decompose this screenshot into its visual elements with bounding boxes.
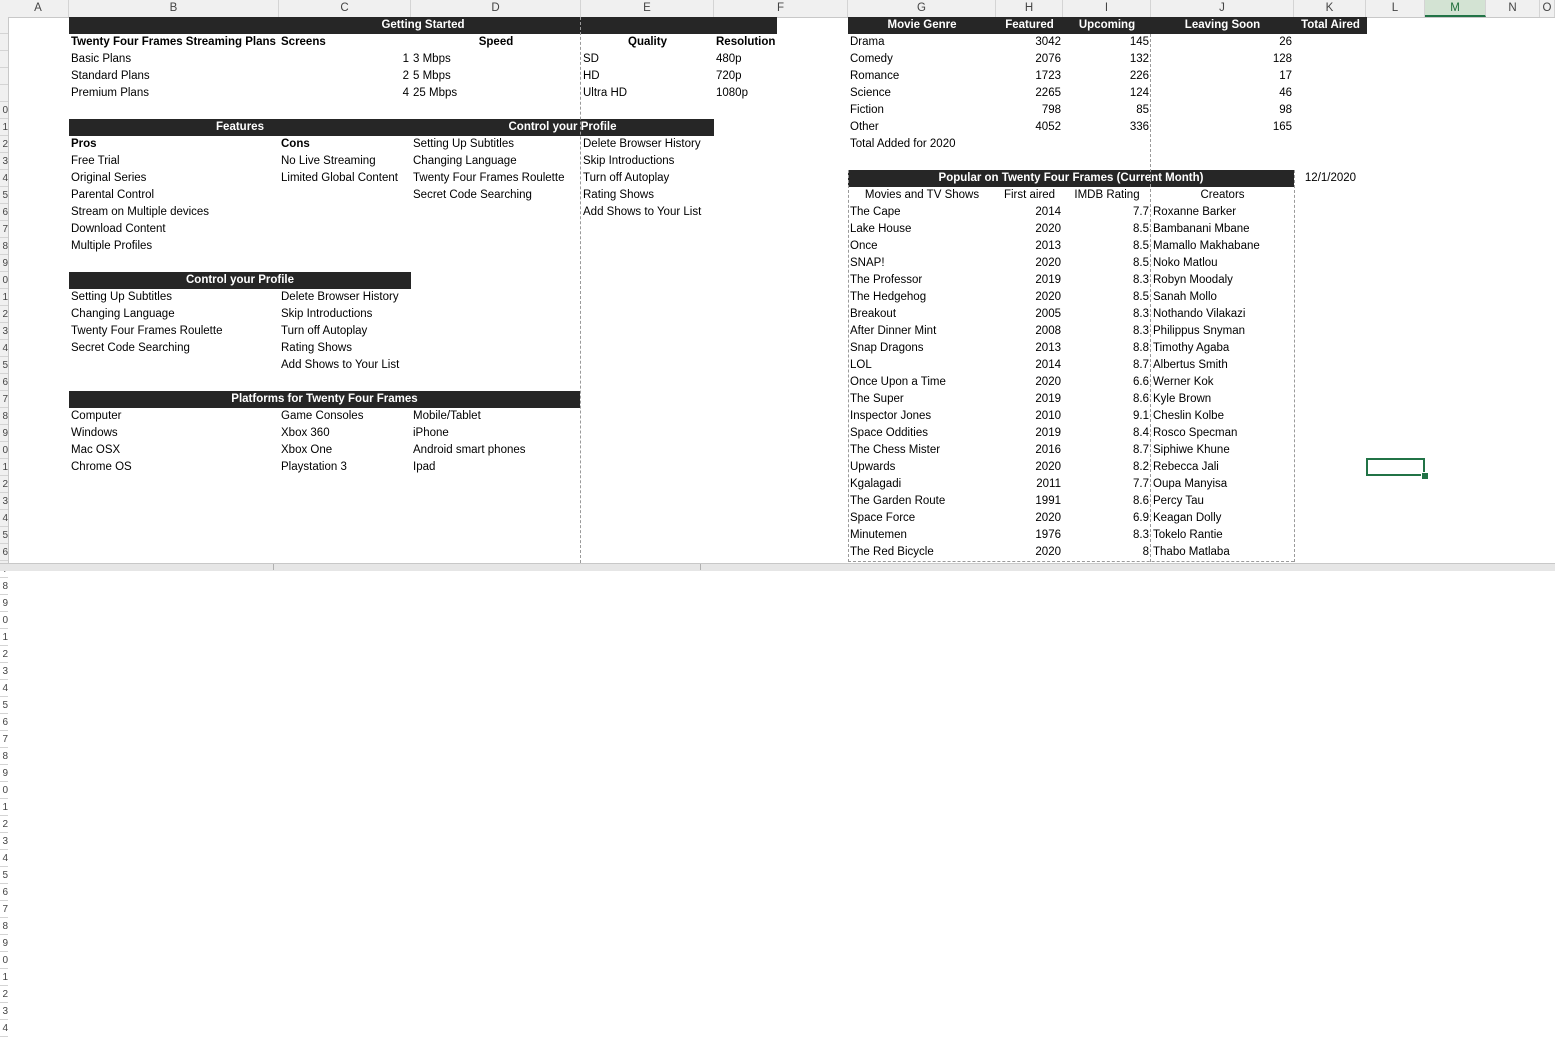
show-title-cell[interactable]: The Chess Mister: [850, 444, 941, 456]
column-header-b[interactable]: B: [69, 0, 279, 17]
imdb-rating-cell[interactable]: 8.2: [1133, 461, 1149, 473]
column-header-k[interactable]: K: [1294, 0, 1366, 17]
row-header[interactable]: 0: [0, 782, 8, 799]
control-option-item[interactable]: Turn off Autoplay: [281, 325, 368, 337]
creator-cell[interactable]: Noko Matlou: [1153, 257, 1218, 269]
first-aired-cell[interactable]: 2020: [1035, 257, 1061, 269]
first-aired-cell[interactable]: 2020: [1035, 223, 1061, 235]
control-option-item[interactable]: Twenty Four Frames Roulette: [71, 325, 223, 337]
row-header[interactable]: 9: [0, 425, 8, 442]
row-header[interactable]: 3: [0, 323, 8, 340]
control-option-item[interactable]: Delete Browser History: [281, 291, 399, 303]
popular-column-header[interactable]: IMDB Rating: [1074, 189, 1140, 201]
row-header[interactable]: 2: [0, 476, 8, 493]
speed-cell[interactable]: 25 Mbps: [413, 87, 458, 99]
first-aired-cell[interactable]: 2014: [1035, 359, 1061, 371]
pro-item[interactable]: Stream on Multiple devices: [71, 206, 210, 218]
creator-cell[interactable]: Werner Kok: [1153, 376, 1214, 388]
platform-item[interactable]: Computer: [71, 410, 122, 422]
imdb-rating-cell[interactable]: 6.9: [1133, 512, 1149, 524]
upcoming-count-cell[interactable]: 85: [1136, 104, 1149, 116]
show-title-cell[interactable]: Kgalagadi: [850, 478, 902, 490]
imdb-rating-cell[interactable]: 8.5: [1133, 257, 1149, 269]
show-title-cell[interactable]: Once Upon a Time: [850, 376, 946, 388]
first-aired-cell[interactable]: 2011: [1036, 478, 1061, 490]
row-header[interactable]: 3: [0, 833, 8, 850]
first-aired-cell[interactable]: 2008: [1035, 325, 1061, 337]
featured-count-cell[interactable]: 4052: [1035, 121, 1061, 133]
current-month-date[interactable]: 12/1/2020: [1304, 172, 1357, 184]
platform-item[interactable]: Android smart phones: [413, 444, 526, 456]
row-header[interactable]: 6: [0, 204, 8, 221]
first-aired-cell[interactable]: 2019: [1035, 393, 1061, 405]
features-title[interactable]: Features: [216, 121, 264, 133]
plans-column-header[interactable]: Speed: [478, 36, 514, 48]
creator-cell[interactable]: Percy Tau: [1153, 495, 1204, 507]
control-option-item[interactable]: Turn off Autoplay: [583, 172, 670, 184]
first-aired-cell[interactable]: 2020: [1035, 291, 1061, 303]
resolution-cell[interactable]: 480p: [716, 53, 742, 65]
imdb-rating-cell[interactable]: 8.7: [1133, 444, 1149, 456]
row-header[interactable]: 2: [0, 816, 8, 833]
show-title-cell[interactable]: Once: [850, 240, 878, 252]
show-title-cell[interactable]: Breakout: [850, 308, 897, 320]
row-header[interactable]: 1: [0, 289, 8, 306]
imdb-rating-cell[interactable]: 8.6: [1133, 495, 1149, 507]
creator-cell[interactable]: Kyle Brown: [1153, 393, 1212, 405]
first-aired-cell[interactable]: 2005: [1035, 308, 1061, 320]
plans-column-header[interactable]: Twenty Four Frames Streaming Plans: [71, 36, 276, 48]
platform-item[interactable]: Game Consoles: [281, 410, 364, 422]
leaving-soon-cell[interactable]: 128: [1272, 53, 1292, 65]
control-option-item[interactable]: Add Shows to Your List: [281, 359, 400, 371]
row-header[interactable]: 4: [0, 340, 8, 357]
row-header[interactable]: 7: [0, 901, 8, 918]
row-header[interactable]: 8: [0, 238, 8, 255]
imdb-rating-cell[interactable]: 8.3: [1133, 308, 1149, 320]
first-aired-cell[interactable]: 2020: [1035, 376, 1061, 388]
creator-cell[interactable]: Tokelo Rantie: [1153, 529, 1223, 541]
resolution-cell[interactable]: 1080p: [716, 87, 748, 99]
imdb-rating-cell[interactable]: 8.5: [1133, 240, 1149, 252]
first-aired-cell[interactable]: 1976: [1035, 529, 1061, 541]
leaving-soon-cell[interactable]: 98: [1279, 104, 1292, 116]
row-header[interactable]: 8: [0, 408, 8, 425]
speed-cell[interactable]: 3 Mbps: [413, 53, 451, 65]
first-aired-cell[interactable]: 2010: [1035, 410, 1061, 422]
control-option-item[interactable]: Add Shows to Your List: [583, 206, 702, 218]
row-header[interactable]: 9: [0, 255, 8, 272]
column-header-bar: [0, 0, 1555, 18]
row-header[interactable]: 9: [0, 595, 8, 612]
imdb-rating-cell[interactable]: 8.3: [1133, 325, 1149, 337]
creator-cell[interactable]: Sanah Mollo: [1153, 291, 1217, 303]
features-control-title[interactable]: Control your Profile: [508, 121, 617, 133]
row-header[interactable]: 1: [0, 459, 8, 476]
row-header[interactable]: 9: [0, 765, 8, 782]
plans-column-header[interactable]: Resolution: [716, 36, 776, 48]
column-header-e[interactable]: E: [581, 0, 714, 17]
column-divider: [1150, 34, 1151, 562]
control-option-item[interactable]: Setting Up Subtitles: [71, 291, 173, 303]
leaving-soon-cell[interactable]: 46: [1279, 87, 1292, 99]
row-header[interactable]: 2: [0, 646, 8, 663]
row-header[interactable]: 4: [0, 510, 8, 527]
horizontal-scrollbar[interactable]: [410, 564, 701, 570]
column-header-g[interactable]: G: [848, 0, 996, 17]
show-title-cell[interactable]: Minutemen: [850, 529, 907, 541]
imdb-rating-cell[interactable]: 6.6: [1133, 376, 1149, 388]
show-title-cell[interactable]: The Professor: [850, 274, 923, 286]
control-option-item[interactable]: Skip Introductions: [281, 308, 373, 320]
imdb-rating-cell[interactable]: 7.7: [1133, 206, 1149, 218]
featured-count-cell[interactable]: 2265: [1035, 87, 1061, 99]
creator-cell[interactable]: Rebecca Jali: [1153, 461, 1219, 473]
control-profile-title[interactable]: Control your Profile: [186, 274, 294, 286]
row-header[interactable]: 8: [0, 918, 8, 935]
column-header-j[interactable]: J: [1151, 0, 1294, 17]
creator-cell[interactable]: Rosco Specman: [1153, 427, 1238, 439]
row-header[interactable]: 7: [0, 731, 8, 748]
control-option-item[interactable]: Rating Shows: [583, 189, 654, 201]
leaving-soon-cell[interactable]: 26: [1279, 36, 1292, 48]
column-header-i[interactable]: I: [1063, 0, 1151, 17]
pro-item[interactable]: Free Trial: [71, 155, 120, 167]
platform-item[interactable]: Playstation 3: [281, 461, 347, 473]
imdb-rating-cell[interactable]: 9.1: [1133, 410, 1149, 422]
sheet-tab[interactable]: [0, 564, 274, 570]
row-header[interactable]: 6: [0, 544, 8, 561]
genre-column-header[interactable]: Movie Genre: [887, 19, 957, 31]
leaving-soon-cell[interactable]: 17: [1279, 70, 1292, 82]
first-aired-cell[interactable]: 2019: [1035, 427, 1061, 439]
column-header-d[interactable]: D: [411, 0, 581, 17]
row-header[interactable]: 5: [0, 867, 8, 884]
popular-column-header[interactable]: First aired: [1003, 189, 1056, 201]
column-header-c[interactable]: C: [279, 0, 411, 17]
pro-item[interactable]: Parental Control: [71, 189, 155, 201]
imdb-rating-cell[interactable]: 8.3: [1133, 529, 1149, 541]
creator-cell[interactable]: Robyn Moodaly: [1153, 274, 1233, 286]
genre-name-cell[interactable]: Fiction: [850, 104, 884, 116]
column-header-a[interactable]: A: [8, 0, 69, 17]
row-header[interactable]: 8: [0, 578, 8, 595]
creator-cell[interactable]: Albertus Smith: [1153, 359, 1228, 371]
row-header[interactable]: 7: [0, 391, 8, 408]
table-border-right: [1294, 170, 1295, 562]
row-header[interactable]: 4: [0, 170, 8, 187]
upcoming-count-cell[interactable]: 336: [1129, 121, 1149, 133]
featured-count-cell[interactable]: 1723: [1035, 70, 1061, 82]
pro-item[interactable]: Download Content: [71, 223, 166, 235]
getting-started-title[interactable]: Getting Started: [381, 19, 465, 31]
show-title-cell[interactable]: The Cape: [850, 206, 901, 218]
upcoming-count-cell[interactable]: 124: [1129, 87, 1149, 99]
imdb-rating-cell[interactable]: 8.5: [1133, 223, 1149, 235]
cons-header[interactable]: Cons: [281, 138, 310, 150]
genre-column-header[interactable]: Featured: [1005, 19, 1054, 31]
screens-cell[interactable]: 1: [402, 53, 409, 65]
genre-name-cell[interactable]: Comedy: [850, 53, 893, 65]
column-header-f[interactable]: F: [714, 0, 848, 17]
column-header-m[interactable]: M: [1425, 0, 1486, 17]
featured-count-cell[interactable]: 3042: [1035, 36, 1061, 48]
row-header[interactable]: 1: [0, 119, 8, 136]
platform-item[interactable]: Xbox One: [281, 444, 333, 456]
genre-column-header[interactable]: Upcoming: [1078, 19, 1136, 31]
row-header[interactable]: 1: [0, 629, 8, 646]
row-header[interactable]: 0: [0, 272, 8, 289]
featured-count-cell[interactable]: 2076: [1035, 53, 1061, 65]
platforms-title[interactable]: Platforms for Twenty Four Frames: [231, 393, 418, 405]
imdb-rating-cell[interactable]: 8.7: [1133, 359, 1149, 371]
popular-column-header[interactable]: Creators: [1200, 189, 1245, 201]
creator-cell[interactable]: Thabo Matlaba: [1153, 546, 1230, 558]
creator-cell[interactable]: Timothy Agaba: [1153, 342, 1230, 354]
row-header-bar: [0, 17, 9, 1034]
row-header[interactable]: 8: [0, 748, 8, 765]
upcoming-count-cell[interactable]: 132: [1129, 53, 1149, 65]
upcoming-count-cell[interactable]: 226: [1129, 70, 1149, 82]
first-aired-cell[interactable]: 2014: [1035, 206, 1061, 218]
row-header[interactable]: 5: [0, 187, 8, 204]
featured-count-cell[interactable]: 798: [1041, 104, 1061, 116]
row-header[interactable]: 6: [0, 714, 8, 731]
platform-item[interactable]: Mobile/Tablet: [413, 410, 481, 422]
upcoming-count-cell[interactable]: 145: [1129, 36, 1149, 48]
creator-cell[interactable]: Cheslin Kolbe: [1153, 410, 1224, 422]
creator-cell[interactable]: Bambanani Mbane: [1153, 223, 1250, 235]
row-header[interactable]: 2: [0, 136, 8, 153]
creator-cell[interactable]: Keagan Dolly: [1153, 512, 1222, 524]
first-aired-cell[interactable]: 1991: [1035, 495, 1061, 507]
show-title-cell[interactable]: Lake House: [850, 223, 912, 235]
plan-name-cell[interactable]: Premium Plans: [71, 87, 149, 99]
show-title-cell[interactable]: LOL: [850, 359, 872, 371]
imdb-rating-cell[interactable]: 7.7: [1133, 478, 1149, 490]
row-header[interactable]: 1: [0, 969, 8, 986]
resolution-cell[interactable]: 720p: [716, 70, 742, 82]
popular-title[interactable]: Popular on Twenty Four Frames (Current Month): [938, 172, 1204, 184]
first-aired-cell[interactable]: 2013: [1035, 240, 1061, 252]
control-option-item[interactable]: Secret Code Searching: [413, 189, 532, 201]
table-border-left: [848, 170, 849, 562]
row-header[interactable]: 5: [0, 527, 8, 544]
control-option-item[interactable]: Secret Code Searching: [71, 342, 190, 354]
genre-column-header[interactable]: Total Aired: [1301, 19, 1360, 31]
row-header[interactable]: 2: [0, 986, 8, 1003]
leaving-soon-cell[interactable]: 165: [1272, 121, 1292, 133]
show-title-cell[interactable]: Upwards: [850, 461, 896, 473]
genre-name-cell[interactable]: Drama: [850, 36, 885, 48]
quality-cell[interactable]: SD: [583, 53, 599, 65]
total-added-label[interactable]: Total Added for 2020: [850, 138, 956, 150]
imdb-rating-cell[interactable]: 8.5: [1133, 291, 1149, 303]
row-header[interactable]: [0, 51, 8, 68]
pro-item[interactable]: Multiple Profiles: [71, 240, 153, 252]
creator-cell[interactable]: Nothando Vilakazi: [1153, 308, 1246, 320]
show-title-cell[interactable]: Space Oddities: [850, 427, 928, 439]
first-aired-cell[interactable]: 2013: [1035, 342, 1061, 354]
row-header[interactable]: 0: [0, 612, 8, 629]
show-title-cell[interactable]: Inspector Jones: [850, 410, 932, 422]
row-header[interactable]: 0: [0, 102, 8, 119]
first-aired-cell[interactable]: 2020: [1035, 512, 1061, 524]
con-item[interactable]: Limited Global Content: [281, 172, 398, 184]
creator-cell[interactable]: Roxanne Barker: [1153, 206, 1237, 218]
quality-cell[interactable]: Ultra HD: [583, 87, 628, 99]
plan-name-cell[interactable]: Standard Plans: [71, 70, 150, 82]
row-header[interactable]: 0: [0, 442, 8, 459]
first-aired-cell[interactable]: 2020: [1035, 546, 1061, 558]
genre-name-cell[interactable]: Romance: [850, 70, 900, 82]
column-header-n[interactable]: N: [1486, 0, 1540, 17]
row-header[interactable]: 0: [0, 952, 8, 969]
row-header[interactable]: 7: [0, 221, 8, 238]
row-header[interactable]: 4: [0, 850, 8, 867]
show-title-cell[interactable]: SNAP!: [850, 257, 885, 269]
genre-column-header[interactable]: Leaving Soon: [1184, 19, 1261, 31]
plans-column-header[interactable]: Quality: [628, 36, 667, 48]
speed-cell[interactable]: 5 Mbps: [413, 70, 451, 82]
show-title-cell[interactable]: Snap Dragons: [850, 342, 924, 354]
show-title-cell[interactable]: Space Force: [850, 512, 916, 524]
first-aired-cell[interactable]: 2019: [1035, 274, 1061, 286]
row-header[interactable]: [0, 34, 8, 51]
show-title-cell[interactable]: After Dinner Mint: [850, 325, 937, 337]
con-item[interactable]: No Live Streaming: [281, 155, 376, 167]
row-header[interactable]: 2: [0, 306, 8, 323]
plan-name-cell[interactable]: Basic Plans: [71, 53, 132, 65]
imdb-rating-cell[interactable]: 8.3: [1133, 274, 1149, 286]
row-header[interactable]: 6: [0, 374, 8, 391]
column-header-o[interactable]: O: [1540, 0, 1555, 17]
genre-name-cell[interactable]: Other: [850, 121, 879, 133]
page-break-line: [580, 17, 581, 563]
first-aired-cell[interactable]: 2016: [1035, 444, 1061, 456]
platform-item[interactable]: Windows: [71, 427, 118, 439]
fill-handle[interactable]: [1421, 472, 1429, 480]
show-title-cell[interactable]: The Red Bicycle: [850, 546, 934, 558]
control-option-item[interactable]: Twenty Four Frames Roulette: [413, 172, 565, 184]
column-header-l[interactable]: L: [1366, 0, 1425, 17]
row-header[interactable]: 1: [0, 799, 8, 816]
control-option-item[interactable]: Skip Introductions: [583, 155, 675, 167]
platform-item[interactable]: Chrome OS: [71, 461, 132, 473]
platform-item[interactable]: Xbox 360: [281, 427, 330, 439]
control-option-item[interactable]: Changing Language: [413, 155, 517, 167]
imdb-rating-cell[interactable]: 8.4: [1133, 427, 1149, 439]
platform-item[interactable]: Mac OSX: [71, 444, 121, 456]
popular-column-header[interactable]: Movies and TV Shows: [864, 189, 980, 201]
row-header[interactable]: 5: [0, 357, 8, 374]
row-header[interactable]: 5: [0, 697, 8, 714]
row-header[interactable]: [0, 68, 8, 85]
row-header[interactable]: 4: [0, 680, 8, 697]
row-header[interactable]: [0, 85, 8, 102]
creator-cell[interactable]: Philippus Snyman: [1153, 325, 1246, 337]
control-option-item[interactable]: Delete Browser History: [583, 138, 701, 150]
control-option-item[interactable]: Changing Language: [71, 308, 175, 320]
quality-cell[interactable]: HD: [583, 70, 600, 82]
imdb-rating-cell[interactable]: 8: [1142, 546, 1149, 558]
platform-item[interactable]: Ipad: [413, 461, 436, 473]
creator-cell[interactable]: Mamallo Makhabane: [1153, 240, 1260, 252]
row-header[interactable]: 6: [0, 884, 8, 901]
show-title-cell[interactable]: The Super: [850, 393, 904, 405]
row-header[interactable]: 3: [0, 663, 8, 680]
creator-cell[interactable]: Oupa Manyisa: [1153, 478, 1228, 490]
row-header[interactable]: 9: [0, 935, 8, 952]
genre-name-cell[interactable]: Science: [850, 87, 891, 99]
column-header-h[interactable]: H: [996, 0, 1063, 17]
plans-column-header[interactable]: Screens: [281, 36, 326, 48]
row-header[interactable]: 3: [0, 493, 8, 510]
pro-item[interactable]: Original Series: [71, 172, 147, 184]
active-cell-selection[interactable]: [1366, 458, 1425, 476]
creator-cell[interactable]: Siphiwe Khune: [1153, 444, 1230, 456]
show-title-cell[interactable]: The Garden Route: [850, 495, 946, 507]
table-border-bottom: [848, 561, 1294, 562]
platform-item[interactable]: iPhone: [413, 427, 449, 439]
control-option-item[interactable]: Rating Shows: [281, 342, 352, 354]
imdb-rating-cell[interactable]: 8.8: [1133, 342, 1149, 354]
first-aired-cell[interactable]: 2020: [1035, 461, 1061, 473]
row-header[interactable]: [0, 17, 8, 34]
screens-cell[interactable]: 4: [402, 87, 409, 99]
row-header[interactable]: 4: [0, 1020, 8, 1037]
pros-header[interactable]: Pros: [71, 138, 97, 150]
row-header[interactable]: 3: [0, 1003, 8, 1020]
row-header[interactable]: 3: [0, 153, 8, 170]
screens-cell[interactable]: 2: [402, 70, 409, 82]
show-title-cell[interactable]: The Hedgehog: [850, 291, 927, 303]
imdb-rating-cell[interactable]: 8.6: [1133, 393, 1149, 405]
control-option-item[interactable]: Setting Up Subtitles: [413, 138, 515, 150]
